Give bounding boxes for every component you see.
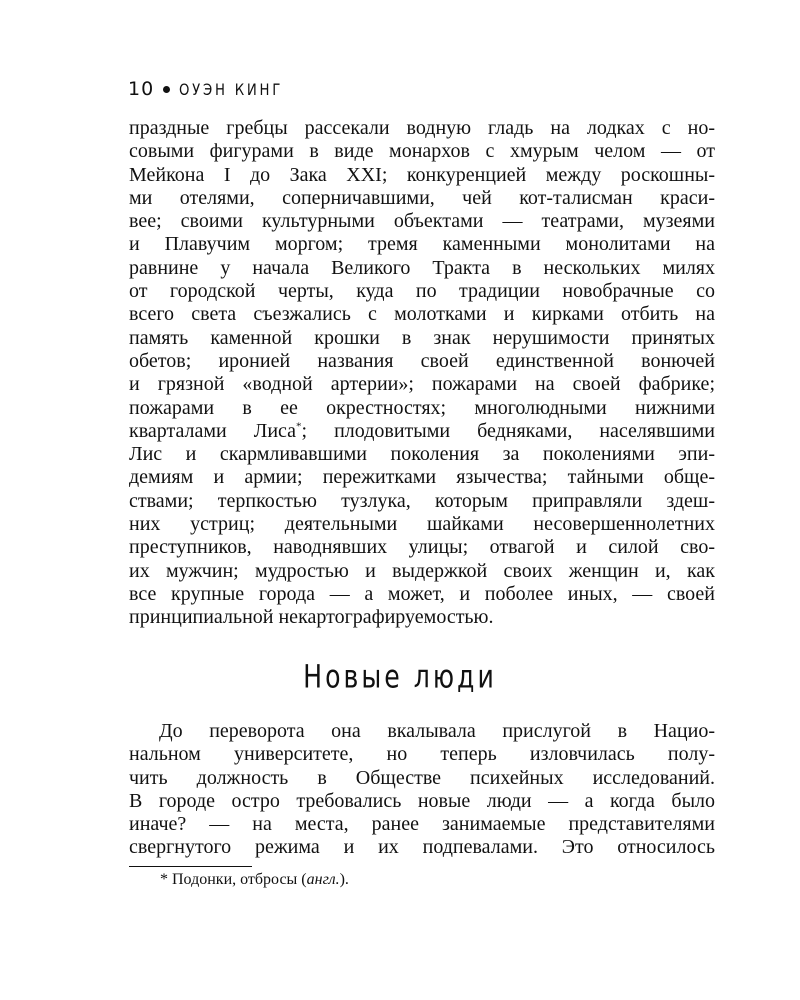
- text-line: и грязной «водной артерии»; пожарами на своей фабрике;: [129, 373, 715, 396]
- running-head: [128, 76, 292, 102]
- text-line: принципиальной некартографируемостью.: [129, 606, 494, 629]
- text-line: вее; своими культурными объектами — театрами, музеями: [129, 210, 715, 233]
- text-line: обетов; иронией названия своей единственной вонючей: [129, 349, 715, 372]
- page-number: 10: [128, 78, 155, 100]
- text-line: До переворота она вкалывала прислугой в Нацио-: [159, 720, 715, 742]
- footnote-marker: *: [160, 871, 168, 888]
- text-line: ствами; терпкостью тузлука, которым приправляли здеш-: [129, 489, 715, 512]
- text-line-with-footnote: [129, 420, 715, 443]
- text-line: нальном университете, но теперь изловчилась полу-: [129, 743, 715, 766]
- text-line: от городской черты, куда по традиции новобрачные со: [129, 280, 715, 303]
- text-line: чить должность в Обществе психейных исследований.: [129, 766, 715, 789]
- text-line: демиям и армии; пережитками язычества; тайными обще-: [129, 466, 715, 489]
- text-line: все крупные города — а может, и поболее иных, — своей: [129, 582, 715, 605]
- text-line: их мужчин; мудростью и выдержкой своих женщин и, как: [129, 559, 715, 582]
- author-name: ОУЭН КИНГ: [179, 79, 284, 99]
- text-fragment: ; плодовитыми бедняками, населявшими: [301, 419, 715, 442]
- footnote-language: англ.: [306, 871, 340, 888]
- section-title: Новые люди: [303, 657, 497, 696]
- text-line: память каменной крошки в знак нерушимости принятых: [129, 326, 715, 349]
- text-line: праздные гребцы рассекали водную гладь на лодках с но-: [129, 117, 715, 139]
- footnote-divider: [129, 866, 252, 867]
- text-fragment: кварталами Лиса: [129, 419, 297, 442]
- paragraph-1: [129, 117, 715, 630]
- text-line: Мейкона I до Зака XXI; конкуренцией между роскошны-: [129, 163, 715, 186]
- text-line: всего света съезжались с молотками и кирками отбить на: [129, 303, 715, 326]
- footnote: [160, 871, 349, 889]
- text-line: пожарами в ее окрестностях; многолюдными нижними: [129, 396, 715, 419]
- text-line: ми отелями, соперничавшими, чей кот-талисман краси-: [129, 186, 715, 209]
- text-line: Лис и скармливавшими поколения за поколениями эпи-: [129, 443, 715, 466]
- footnote-close: ).: [339, 871, 349, 888]
- text-line: иначе? — на места, ранее занимаемые представителями: [129, 813, 715, 836]
- text-line: свергнутого режима и их подпевалами. Это относилось: [129, 836, 715, 859]
- bullet-separator: [163, 86, 170, 93]
- text-line: и Плавучим моргом; тремя каменными монолитами на: [129, 233, 715, 256]
- text-line: преступников, наводнявших улицы; отвагой и силой сво-: [129, 536, 715, 559]
- text-line: них устриц; деятельными шайками несовершеннолетних: [129, 513, 715, 536]
- footnote-text: Подонки, отбросы (: [172, 871, 307, 888]
- text-line: совыми фигурами в виде монархов с хмурым челом — от: [129, 140, 715, 163]
- text-line: В городе остро требовались новые люди — а когда было: [129, 789, 715, 812]
- footnote-reference[interactable]: *: [296, 420, 302, 433]
- text-line: равнине у начала Великого Тракта в нескольких милях: [129, 256, 715, 279]
- paragraph-2: [129, 720, 715, 860]
